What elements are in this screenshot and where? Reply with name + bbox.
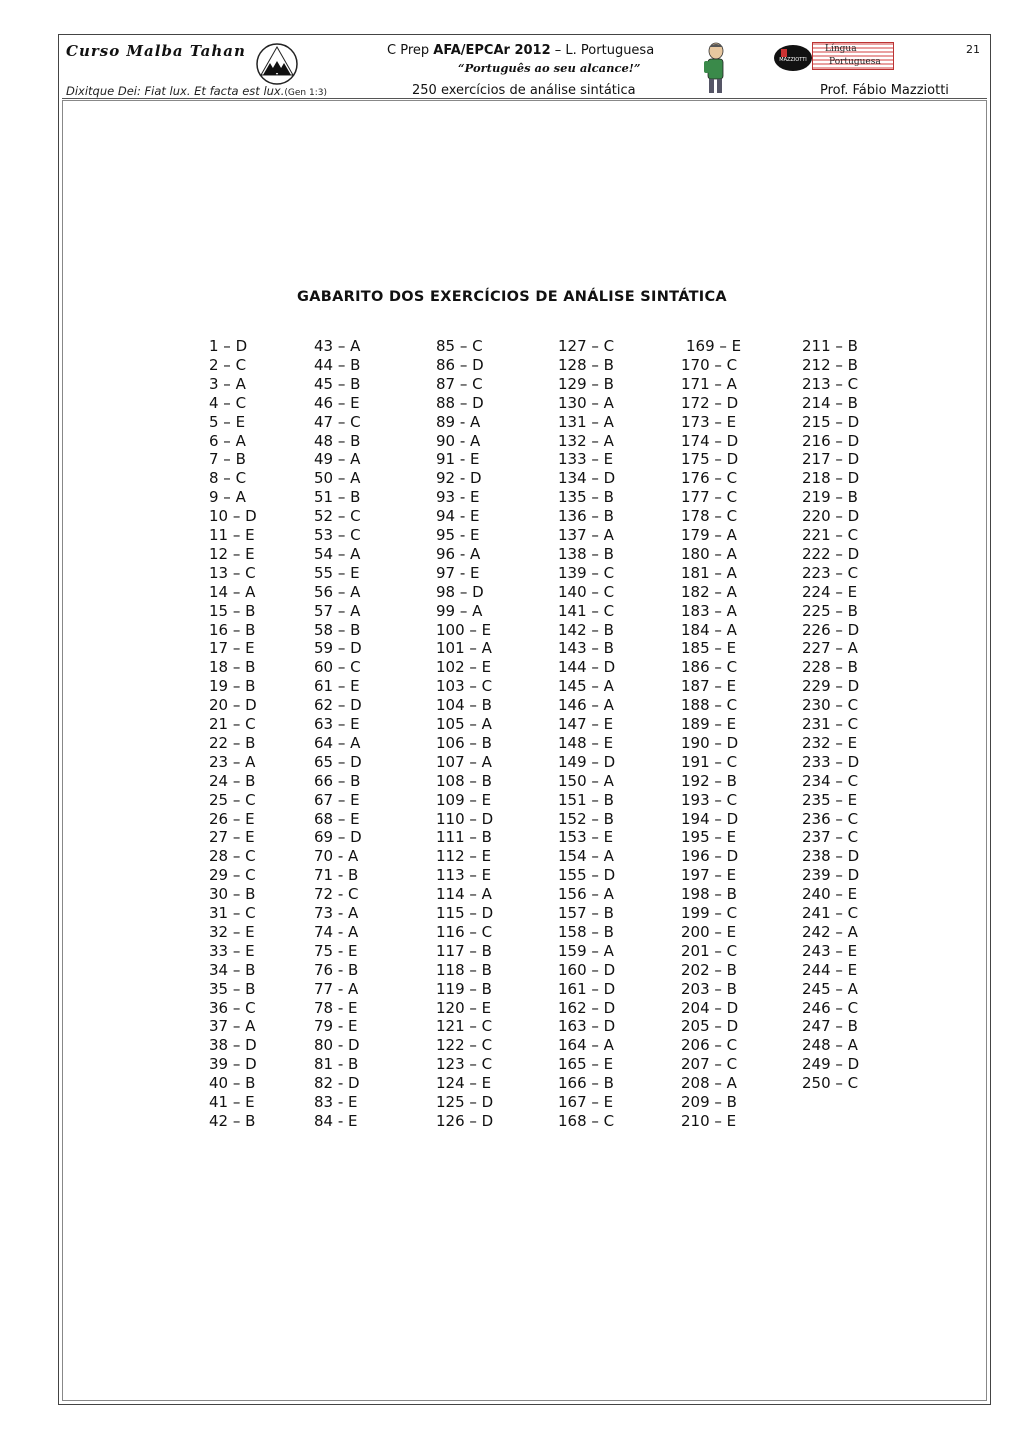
answer-item: 203 – B [681, 979, 737, 998]
answer-item: 94 - E [436, 507, 480, 526]
answer-item: 135 – B [558, 488, 614, 507]
answer-item: 171 – A [681, 374, 737, 393]
answer-item: 113 – E [436, 866, 492, 885]
answer-item: 218 – D [802, 469, 860, 488]
answer-item: 144 – D [558, 658, 616, 677]
answer-item: 241 – C [802, 904, 859, 922]
mazziotti-logo-text: MAZZIOTTI [779, 57, 807, 63]
answer-item: 81 - B [314, 1055, 359, 1074]
answer-item: 46 – E [314, 393, 360, 412]
answer-item: 16 – B [209, 620, 256, 639]
answer-item: 35 – B [209, 979, 256, 998]
answer-item: 140 – C [558, 582, 615, 601]
answer-item: 25 – C [209, 790, 256, 809]
answer-item: 17 – E [209, 639, 255, 658]
answer-item: 201 – C [681, 941, 738, 960]
answer-item: 55 – E [314, 563, 360, 582]
answer-item: 246 – C [802, 998, 859, 1017]
answer-item: 20 – D [209, 696, 257, 715]
answer-item: 106 – B [436, 733, 492, 752]
answer-item: 248 – A [802, 1036, 858, 1055]
answer-item: 191 – C [681, 752, 738, 771]
answer-item: 1 – D [209, 337, 248, 355]
answer-item: 231 – C [802, 715, 859, 733]
answer-item: 134 – D [558, 469, 616, 488]
answer-item: 90 - A [436, 431, 481, 450]
answer-item: 22 – B [209, 733, 256, 752]
answer-item: 162 – D [558, 998, 616, 1017]
answer-item: 145 – A [558, 677, 614, 696]
answer-item: 158 – B [558, 922, 614, 941]
answer-item: 24 – B [209, 771, 256, 790]
answer-item: 62 – D [314, 696, 362, 715]
logo-text-lingua: Língua [825, 44, 857, 54]
answer-item: 104 – B [436, 696, 492, 715]
course-title-prefix: C Prep [387, 43, 434, 58]
answer-item: 233 – D [802, 752, 860, 771]
answer-item: 58 – B [314, 620, 361, 639]
answer-item: 98 – D [436, 582, 484, 601]
answer-item: 79 - E [314, 1017, 358, 1036]
answer-item: 182 – A [681, 582, 737, 601]
answer-item: 14 – A [209, 582, 256, 601]
answer-item: 21 – C [209, 715, 256, 733]
professor-name: Prof. Fábio Mazziotti [820, 83, 949, 98]
answer-item: 238 – D [802, 847, 860, 866]
motto [66, 84, 327, 98]
answer-item: 221 – C [802, 526, 859, 544]
answer-item: 161 – D [558, 979, 616, 998]
answer-item: 247 – B [802, 1017, 858, 1036]
answer-item: 108 – B [436, 771, 492, 790]
answer-item: 53 – C [314, 526, 361, 544]
answer-item: 155 – D [558, 866, 616, 885]
section-title: GABARITO DOS EXERCÍCIOS DE ANÁLISE SINTÁTICA [297, 289, 727, 305]
answer-item: 188 – C [681, 696, 738, 715]
answer-item: 119 – B [436, 979, 492, 998]
answer-item: 212 – B [802, 355, 858, 374]
answer-item: 126 – D [436, 1111, 494, 1130]
answer-item: 229 – D [802, 677, 860, 696]
course-title [387, 43, 654, 58]
answer-item: 133 – E [558, 450, 614, 469]
answer-item: 209 – B [681, 1093, 737, 1111]
answer-item: 71 - B [314, 866, 359, 885]
answer-item: 183 – A [681, 601, 737, 620]
answer-item: 220 – D [802, 507, 860, 526]
answer-item: 49 – A [314, 450, 361, 469]
answer-item: 45 – B [314, 374, 361, 393]
answer-item: 189 – E [681, 715, 737, 733]
answer-item: 131 – A [558, 412, 614, 431]
answer-item: 174 – D [681, 431, 739, 450]
answer-item: 88 – D [436, 393, 484, 412]
answer-item: 91 - E [436, 450, 480, 469]
answer-item: 184 – A [681, 620, 737, 639]
answer-item: 26 – E [209, 809, 255, 828]
answer-item: 202 – B [681, 960, 737, 979]
answer-item: 198 – B [681, 885, 737, 904]
answer-item: 181 – A [681, 563, 737, 582]
answer-item: 124 – E [436, 1074, 492, 1093]
answer-item: 101 – A [436, 639, 492, 658]
answer-item: 66 – B [314, 771, 361, 790]
answer-item: 87 – C [436, 374, 483, 393]
answer-item: 159 – A [558, 941, 614, 960]
answer-item: 34 – B [209, 960, 256, 979]
answer-item: 190 – D [681, 733, 739, 752]
course-title-bold: AFA/EPCAr 2012 [433, 43, 551, 58]
answer-item: 8 – C [209, 469, 247, 488]
answer-item: 89 - A [436, 412, 481, 431]
answer-item: 217 – D [802, 450, 860, 469]
answer-item: 109 – E [436, 790, 492, 809]
answer-item: 239 – D [802, 866, 860, 885]
answer-item: 59 – D [314, 639, 362, 658]
answer-item: 160 – D [558, 960, 616, 979]
answer-item: 15 – B [209, 601, 256, 620]
answer-item: 139 – C [558, 563, 615, 582]
answer-item: 41 – E [209, 1093, 255, 1111]
answer-item: 199 – C [681, 904, 738, 922]
answer-item: 237 – C [802, 828, 859, 847]
mazziotti-logo-icon [773, 44, 813, 72]
answer-item: 73 - A [314, 904, 359, 922]
answer-item: 243 – E [802, 941, 858, 960]
answer-item: 156 – A [558, 885, 614, 904]
document-subtitle: 250 exercícios de análise sintática [412, 83, 636, 98]
school-name: Curso Malba Tahan [66, 42, 246, 60]
answer-item: 80 - D [314, 1036, 360, 1055]
answer-item: 137 – A [558, 526, 614, 544]
answer-item: 38 – D [209, 1036, 257, 1055]
answer-item: 138 – B [558, 544, 614, 563]
answer-item: 93 - E [436, 488, 480, 507]
answer-item: 172 – D [681, 393, 739, 412]
answer-item: 228 – B [802, 658, 858, 677]
answer-item: 44 – B [314, 355, 361, 374]
answer-item: 60 – C [314, 658, 361, 677]
answer-item: 230 – C [802, 696, 859, 715]
answer-item: 37 – A [209, 1017, 256, 1036]
answer-item: 185 – E [681, 639, 737, 658]
answer-item: 153 – E [558, 828, 614, 847]
answer-item: 2 – C [209, 355, 247, 374]
answer-item: 207 – C [681, 1055, 738, 1074]
answer-item: 204 – D [681, 998, 739, 1017]
answer-item: 97 - E [436, 563, 480, 582]
answer-item: 115 – D [436, 904, 494, 922]
motto-text: Dixitque Dei: Fiat lux. Et facta est lux. [66, 84, 285, 98]
answer-item: 4 – C [209, 393, 247, 412]
answer-item: 215 – D [802, 412, 860, 431]
answer-item: 10 – D [209, 507, 257, 526]
answer-item: 65 – D [314, 752, 362, 771]
answer-item: 234 – C [802, 771, 859, 790]
answer-item: 195 – E [681, 828, 737, 847]
answer-item: 76 - B [314, 960, 359, 979]
answer-item: 99 – A [436, 601, 483, 620]
slogan: “Português ao seu alcance!” [458, 61, 641, 75]
answer-item: 63 – E [314, 715, 360, 733]
answer-item: 9 – A [209, 488, 246, 507]
answer-item: 197 – E [681, 866, 737, 885]
answer-item: 168 – C [558, 1111, 615, 1130]
answer-item: 82 - D [314, 1074, 360, 1093]
answer-item: 12 – E [209, 544, 255, 563]
answer-item: 42 – B [209, 1111, 256, 1130]
triforce-logo-icon [255, 42, 299, 86]
answer-item: 244 – E [802, 960, 858, 979]
answer-item: 200 – E [681, 922, 737, 941]
answer-item: 232 – E [802, 733, 858, 752]
answer-item: 196 – D [681, 847, 739, 866]
answer-item: 150 – A [558, 771, 614, 790]
answer-item: 122 – C [436, 1036, 493, 1055]
answer-item: 154 – A [558, 847, 614, 866]
answer-item: 121 – C [436, 1017, 493, 1036]
answer-item: 249 – D [802, 1055, 860, 1074]
answer-item: 85 – C [436, 337, 483, 355]
logo-text-portuguesa: Portuguesa [829, 57, 881, 67]
answer-item: 136 – B [558, 507, 614, 526]
answer-item: 112 – E [436, 847, 492, 866]
answer-item: 67 – E [314, 790, 360, 809]
answer-item: 129 – B [558, 374, 614, 393]
answer-item: 123 – C [436, 1055, 493, 1074]
answer-item: 75 - E [314, 941, 358, 960]
answer-item: 52 – C [314, 507, 361, 526]
answer-item: 146 – A [558, 696, 614, 715]
answer-item: 29 – C [209, 866, 256, 885]
answer-item: 51 – B [314, 488, 361, 507]
answer-item: 214 – B [802, 393, 858, 412]
answer-item: 39 – D [209, 1055, 257, 1074]
answer-item: 96 - A [436, 544, 481, 563]
answer-item: 240 – E [802, 885, 858, 904]
answer-item: 219 – B [802, 488, 858, 507]
answer-item: 11 – E [209, 526, 255, 544]
answer-item: 187 – E [681, 677, 737, 696]
answer-item: 32 – E [209, 922, 255, 941]
answer-item: 143 – B [558, 639, 614, 658]
answer-item: 78 - E [314, 998, 358, 1017]
answer-item: 147 – E [558, 715, 614, 733]
answer-item: 43 – A [314, 337, 361, 355]
answer-item: 107 – A [436, 752, 492, 771]
answer-item: 141 – C [558, 601, 615, 620]
answer-item: 180 – A [681, 544, 737, 563]
answer-item: 216 – D [802, 431, 860, 450]
answer-item: 169 – E [686, 337, 742, 355]
answer-item: 132 – A [558, 431, 614, 450]
answer-item: 128 – B [558, 355, 614, 374]
answer-item: 151 – B [558, 790, 614, 809]
answer-item: 50 – A [314, 469, 361, 488]
answer-item: 125 – D [436, 1093, 494, 1111]
answer-item: 210 – E [681, 1111, 737, 1130]
answer-item: 56 – A [314, 582, 361, 601]
answer-item: 130 – A [558, 393, 614, 412]
answer-item: 176 – C [681, 469, 738, 488]
answer-item: 69 – D [314, 828, 362, 847]
answer-item: 86 – D [436, 355, 484, 374]
answer-item: 225 – B [802, 601, 858, 620]
answer-item: 245 – A [802, 979, 858, 998]
answer-item: 31 – C [209, 904, 256, 922]
answer-item: 57 – A [314, 601, 361, 620]
answer-item: 242 – A [802, 922, 858, 941]
answer-item: 95 - E [436, 526, 480, 544]
answer-item: 178 – C [681, 507, 738, 526]
answer-item: 194 – D [681, 809, 739, 828]
answer-item: 47 – C [314, 412, 361, 431]
answer-item: 74 - A [314, 922, 359, 941]
answer-item: 152 – B [558, 809, 614, 828]
answer-item: 116 – C [436, 922, 493, 941]
answer-item: 6 – A [209, 431, 246, 450]
answer-item: 192 – B [681, 771, 737, 790]
answer-item: 77 - A [314, 979, 359, 998]
answer-item: 163 – D [558, 1017, 616, 1036]
course-title-suffix: – L. Portuguesa [550, 43, 655, 58]
answer-item: 227 – A [802, 639, 858, 658]
answer-item: 236 – C [802, 809, 859, 828]
answer-item: 170 – C [681, 355, 738, 374]
answer-item: 235 – E [802, 790, 858, 809]
answer-item: 92 - D [436, 469, 482, 488]
answer-item: 127 – C [558, 337, 615, 355]
answer-item: 118 – B [436, 960, 492, 979]
answer-item: 23 – A [209, 752, 256, 771]
answer-item: 54 – A [314, 544, 361, 563]
answer-item: 7 – B [209, 450, 246, 469]
answer-item: 117 – B [436, 941, 492, 960]
answer-item: 142 – B [558, 620, 614, 639]
answer-item: 100 – E [436, 620, 492, 639]
answer-item: 3 – A [209, 374, 246, 393]
answer-item: 83 - E [314, 1093, 358, 1111]
lingua-portuguesa-logo [812, 42, 894, 70]
answer-item: 102 – E [436, 658, 492, 677]
answer-item: 211 – B [802, 337, 858, 355]
answer-item: 173 – E [681, 412, 737, 431]
answer-item: 70 - A [314, 847, 359, 866]
motto-reference: (Gen 1:3) [284, 88, 327, 98]
answer-item: 33 – E [209, 941, 255, 960]
answer-item: 72 - C [314, 885, 359, 904]
header-divider [62, 98, 987, 99]
answer-item: 175 – D [681, 450, 739, 469]
answer-item: 28 – C [209, 847, 256, 866]
answer-item: 36 – C [209, 998, 256, 1017]
answer-item: 103 – C [436, 677, 493, 696]
answer-item: 186 – C [681, 658, 738, 677]
answer-item: 213 – C [802, 374, 859, 393]
answer-item: 177 – C [681, 488, 738, 507]
answer-item: 157 – B [558, 904, 614, 922]
page-number: 21 [966, 43, 980, 56]
answer-item: 167 – E [558, 1093, 614, 1111]
answer-item: 205 – D [681, 1017, 739, 1036]
answer-item: 193 – C [681, 790, 738, 809]
answer-item: 30 – B [209, 885, 256, 904]
answer-item: 111 – B [436, 828, 492, 847]
answer-item: 250 – C [802, 1074, 859, 1093]
mascot-figure-icon [700, 42, 730, 96]
answer-item: 114 – A [436, 885, 492, 904]
answer-item: 48 – B [314, 431, 361, 450]
answer-item: 206 – C [681, 1036, 738, 1055]
answer-item: 149 – D [558, 752, 616, 771]
answer-item: 148 – E [558, 733, 614, 752]
answer-item: 27 – E [209, 828, 255, 847]
answer-item: 224 – E [802, 582, 858, 601]
answer-item: 5 – E [209, 412, 246, 431]
answer-item: 84 - E [314, 1111, 358, 1130]
answer-item: 13 – C [209, 563, 256, 582]
answer-item: 166 – B [558, 1074, 614, 1093]
answer-item: 64 – A [314, 733, 361, 752]
answer-item: 68 – E [314, 809, 360, 828]
answer-item: 61 – E [314, 677, 360, 696]
answer-item: 164 – A [558, 1036, 614, 1055]
answer-item: 105 – A [436, 715, 492, 733]
answer-item: 40 – B [209, 1074, 256, 1093]
answer-item: 208 – A [681, 1074, 737, 1093]
answer-item: 18 – B [209, 658, 256, 677]
answer-item: 120 – E [436, 998, 492, 1017]
answer-item: 110 – D [436, 809, 494, 828]
answer-item: 222 – D [802, 544, 860, 563]
answer-item: 223 – C [802, 563, 859, 582]
answer-item: 179 – A [681, 526, 737, 544]
answer-item: 226 – D [802, 620, 860, 639]
answer-item: 19 – B [209, 677, 256, 696]
answer-item: 165 – E [558, 1055, 614, 1074]
